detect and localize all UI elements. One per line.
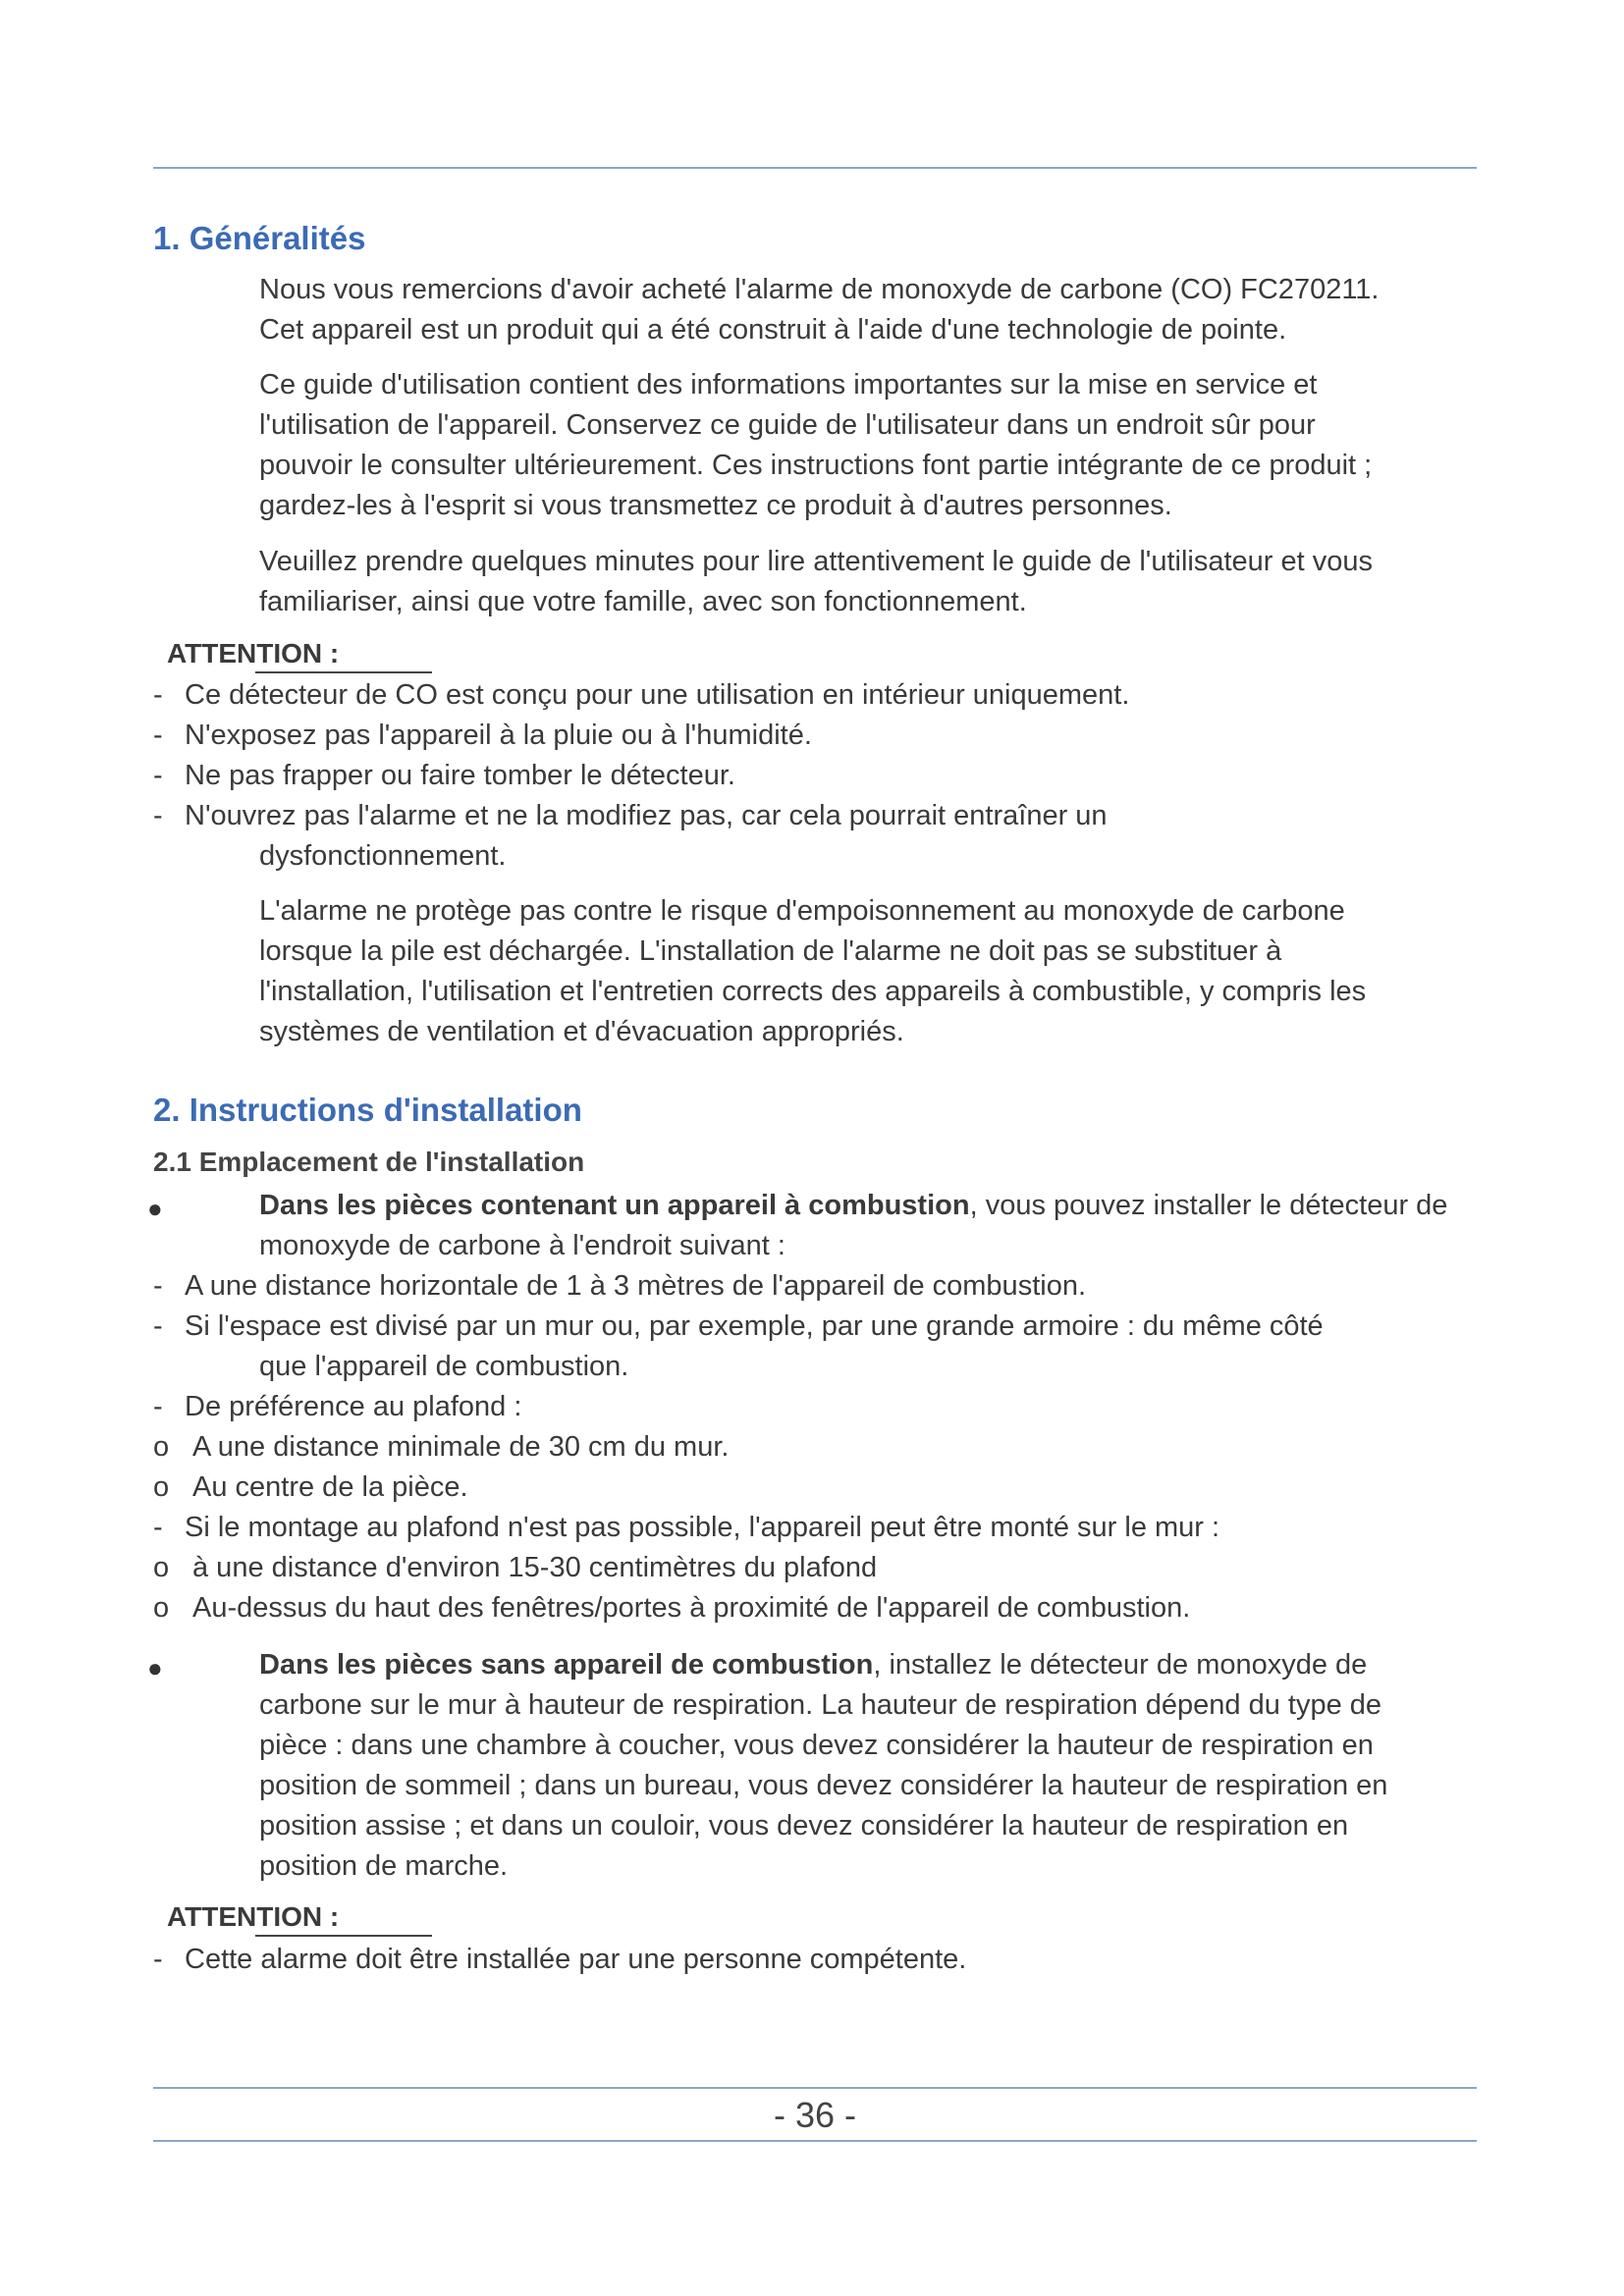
bullet-item-1: Dans les pièces contenant un appareil à combustion, vous pouvez installer le détecteur de monoxyde de carbone à l'endroit suivant : xyxy=(259,1190,1448,1261)
attention-item-final: Cette alarme doit être installée par une personne compétente. xyxy=(185,1944,967,1975)
bullet-item-2-bold: Dans les pièces sans appareil de combustion xyxy=(259,1649,874,1681)
section-1-paragraph-2: Ce guide d'utilisation contient des informations importantes sur la mise en service et l'utilisation de l'appareil. Conservez ce guide de l'utilisateur dans un endroit sûr pour pouvoir le consulter ultérieurement. Ces instructions font partie intégrante de ce produit ; gardez-les à l'esprit si vous transmettez ce produit à d'autres personnes. xyxy=(259,369,1373,521)
dash-marker: - xyxy=(153,1944,163,1975)
section-1-paragraph-1: Nous vous remercions d'avoir acheté l'alarme de monoxyde de carbone (CO) FC270211. Cet appareil est un produit qui a été construit à l'aide d'une technologie de pointe. xyxy=(259,274,1380,346)
footer-rule-bottom xyxy=(153,2140,1477,2142)
section-1-heading: 1. Généralités xyxy=(153,220,366,256)
attention-label-1: ATTENTION : xyxy=(167,638,340,668)
dash-marker: - xyxy=(153,1270,163,1302)
attention-item-3: Ne pas frapper ou faire tomber le détecteur. xyxy=(185,760,735,791)
ceiling-item-1: A une distance minimale de 30 cm du mur. xyxy=(192,1431,730,1463)
o-marker: o xyxy=(153,1592,170,1624)
attention-item-1: Ce détecteur de CO est conçu pour une utilisation en intérieur uniquement. xyxy=(185,679,1130,711)
dash-marker: - xyxy=(153,800,163,831)
dash-marker: - xyxy=(153,1310,163,1342)
attention-item-2: N'exposez pas l'appareil à la pluie ou à l'humidité. xyxy=(185,720,812,751)
footer-rule-top xyxy=(153,2087,1477,2089)
location-item-2-continuation: que l'appareil de combustion. xyxy=(259,1351,629,1382)
attention-underline-1 xyxy=(255,671,432,673)
bullet-item-1-bold: Dans les pièces contenant un appareil à combustion xyxy=(259,1190,970,1221)
attention-underline-2 xyxy=(255,1935,432,1937)
bullet-marker: ● xyxy=(147,1194,163,1223)
header-rule xyxy=(153,167,1477,169)
dash-marker: - xyxy=(153,1391,163,1422)
dash-marker: - xyxy=(153,760,163,791)
location-item-3: De préférence au plafond : xyxy=(185,1391,522,1422)
attention-item-4: N'ouvrez pas l'alarme et ne la modifiez pas, car cela pourrait entraîner un xyxy=(185,800,1108,831)
page-number: - 36 - xyxy=(773,2095,857,2135)
bullet-marker: ● xyxy=(147,1653,163,1682)
section-1-paragraph-4: L'alarme ne protège pas contre le risque d'empoisonnement au monoxyde de carbone lorsque la pile est déchargée. L'installation de l'alarme ne doit pas se substituer à l'installation, l'utilisation et l'entretien corrects des appareils à combustible, y compris les systèmes de ventilation et d'évacuation appropriés. xyxy=(259,895,1367,1047)
section-2-heading: 2. Instructions d'installation xyxy=(153,1092,582,1128)
attention-item-4-continuation: dysfonctionnement. xyxy=(259,840,507,872)
bullet-item-2: Dans les pièces sans appareil de combustion, installez le détecteur de monoxyde de carbone sur le mur à hauteur de respiration. La hauteur de respiration dépend du type de pièce : dans une chambre à coucher, vous devez considérer la hauteur de respiration en position de sommeil ; dans un bureau, vous devez considérer la hauteur de respiration en position assise ; et dans un couloir, vous devez considérer la hauteur de respiration en position de marche. xyxy=(259,1649,1388,1882)
section-1-paragraph-3: Veuillez prendre quelques minutes pour lire attentivement le guide de l'utilisateur et vous familiariser, ainsi que votre famille, avec son fonctionnement. xyxy=(259,546,1373,617)
location-item-1: A une distance horizontale de 1 à 3 mètres de l'appareil de combustion. xyxy=(185,1270,1087,1302)
section-2-1-subheading: 2.1 Emplacement de l'installation xyxy=(153,1147,585,1177)
location-item-2: Si l'espace est divisé par un mur ou, par exemple, par une grande armoire : du même côté xyxy=(185,1310,1324,1342)
dash-marker: - xyxy=(153,720,163,751)
dash-marker: - xyxy=(153,1512,163,1543)
dash-marker: - xyxy=(153,679,163,711)
location-item-4: Si le montage au plafond n'est pas possible, l'appareil peut être monté sur le mur : xyxy=(185,1512,1220,1543)
o-marker: o xyxy=(153,1552,170,1583)
ceiling-item-2: Au centre de la pièce. xyxy=(192,1471,468,1503)
o-marker: o xyxy=(153,1471,170,1503)
wall-item-2: Au-dessus du haut des fenêtres/portes à proximité de l'appareil de combustion. xyxy=(192,1592,1191,1624)
attention-label-2: ATTENTION : xyxy=(167,1901,340,1932)
o-marker: o xyxy=(153,1431,170,1463)
wall-item-1: à une distance d'environ 15-30 centimètres du plafond xyxy=(192,1552,878,1583)
